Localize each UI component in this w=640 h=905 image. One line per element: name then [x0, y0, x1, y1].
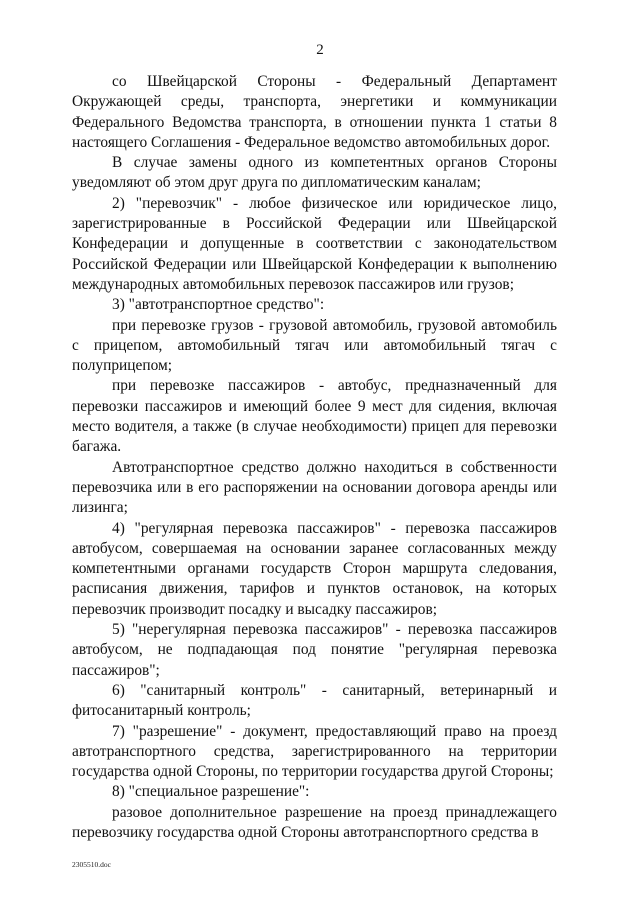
paragraph: разовое дополнительное разрешение на проезд принадлежащего перевозчику государства одной Стороны автотранспортного средства в [72, 803, 557, 841]
document-body [72, 72, 557, 843]
paragraph: со Швейцарской Стороны - Федеральный Департамент Окружающей среды, транспорта, энергетики и коммуникации Федерального Ведомства транспорта, в отношении пункта 1 статьи 8 настоящего Соглашения - Федеральное ведомство автомобильных дорог. [72, 73, 557, 151]
page-number: 2 [316, 42, 324, 58]
paragraph: 4) "регулярная перевозка пассажиров" - перевозка пассажиров автобусом, совершаемая на основании заранее согласованных между компетентными органами государств Сторон маршрута следования, расписания движения, тарифов и пунктов остановок, на которых перевозчик производит посадку и высадку пассажиров; [72, 519, 557, 618]
paragraph: Автотранспортное средство должно находиться в собственности перевозчика или в его распоряжении на основании договора аренды или лизинга; [72, 458, 557, 517]
paragraph: В случае замены одного из компетентных органов Стороны уведомляют об этом друг друга по дипломатическим каналам; [72, 154, 557, 192]
paragraph: при перевозке пассажиров - автобус, предназначенный для перевозки пассажиров и имеющий более 9 мест для сидения, включая место водителя, а также (в случае необходимости) прицеп для перевозки багажа. [72, 377, 557, 456]
paragraph: 2) "перевозчик" - любое физическое или юридическое лицо, зарегистрированные в Российской Федерации или Швейцарской Конфедерации и допущенные в соответствии с законодательством Российской Федерации или Швейцарской Конфедерации к выполнению международных автомобильных перевозок пассажиров или грузов; [72, 194, 557, 293]
paragraph: 8) "специальное разрешение": [112, 783, 310, 801]
paragraph: 7) "разрешение" - документ, предоставляющий право на проезд автотранспортного средства, зарегистрированного на территории государства одной Стороны, по территории государства другой Стороны; [72, 722, 557, 781]
file-name-footer: 2305510.doc [72, 860, 111, 869]
paragraph: 6) "санитарный контроль" - санитарный, ветеринарный и фитосанитарный контроль; [72, 681, 557, 720]
paragraph: 5) "нерегулярная перевозка пассажиров" - перевозка пассажиров автобусом, не подпадающая под понятие "регулярная перевозка пассажиров"; [72, 621, 557, 679]
paragraph: 3) "автотранспортное средство": [112, 296, 325, 314]
paragraph: при перевозке грузов - грузовой автомобиль, грузовой автомобиль с прицепом, автомобильный тягач или автомобильный тягач с полуприцепом; [72, 316, 557, 375]
